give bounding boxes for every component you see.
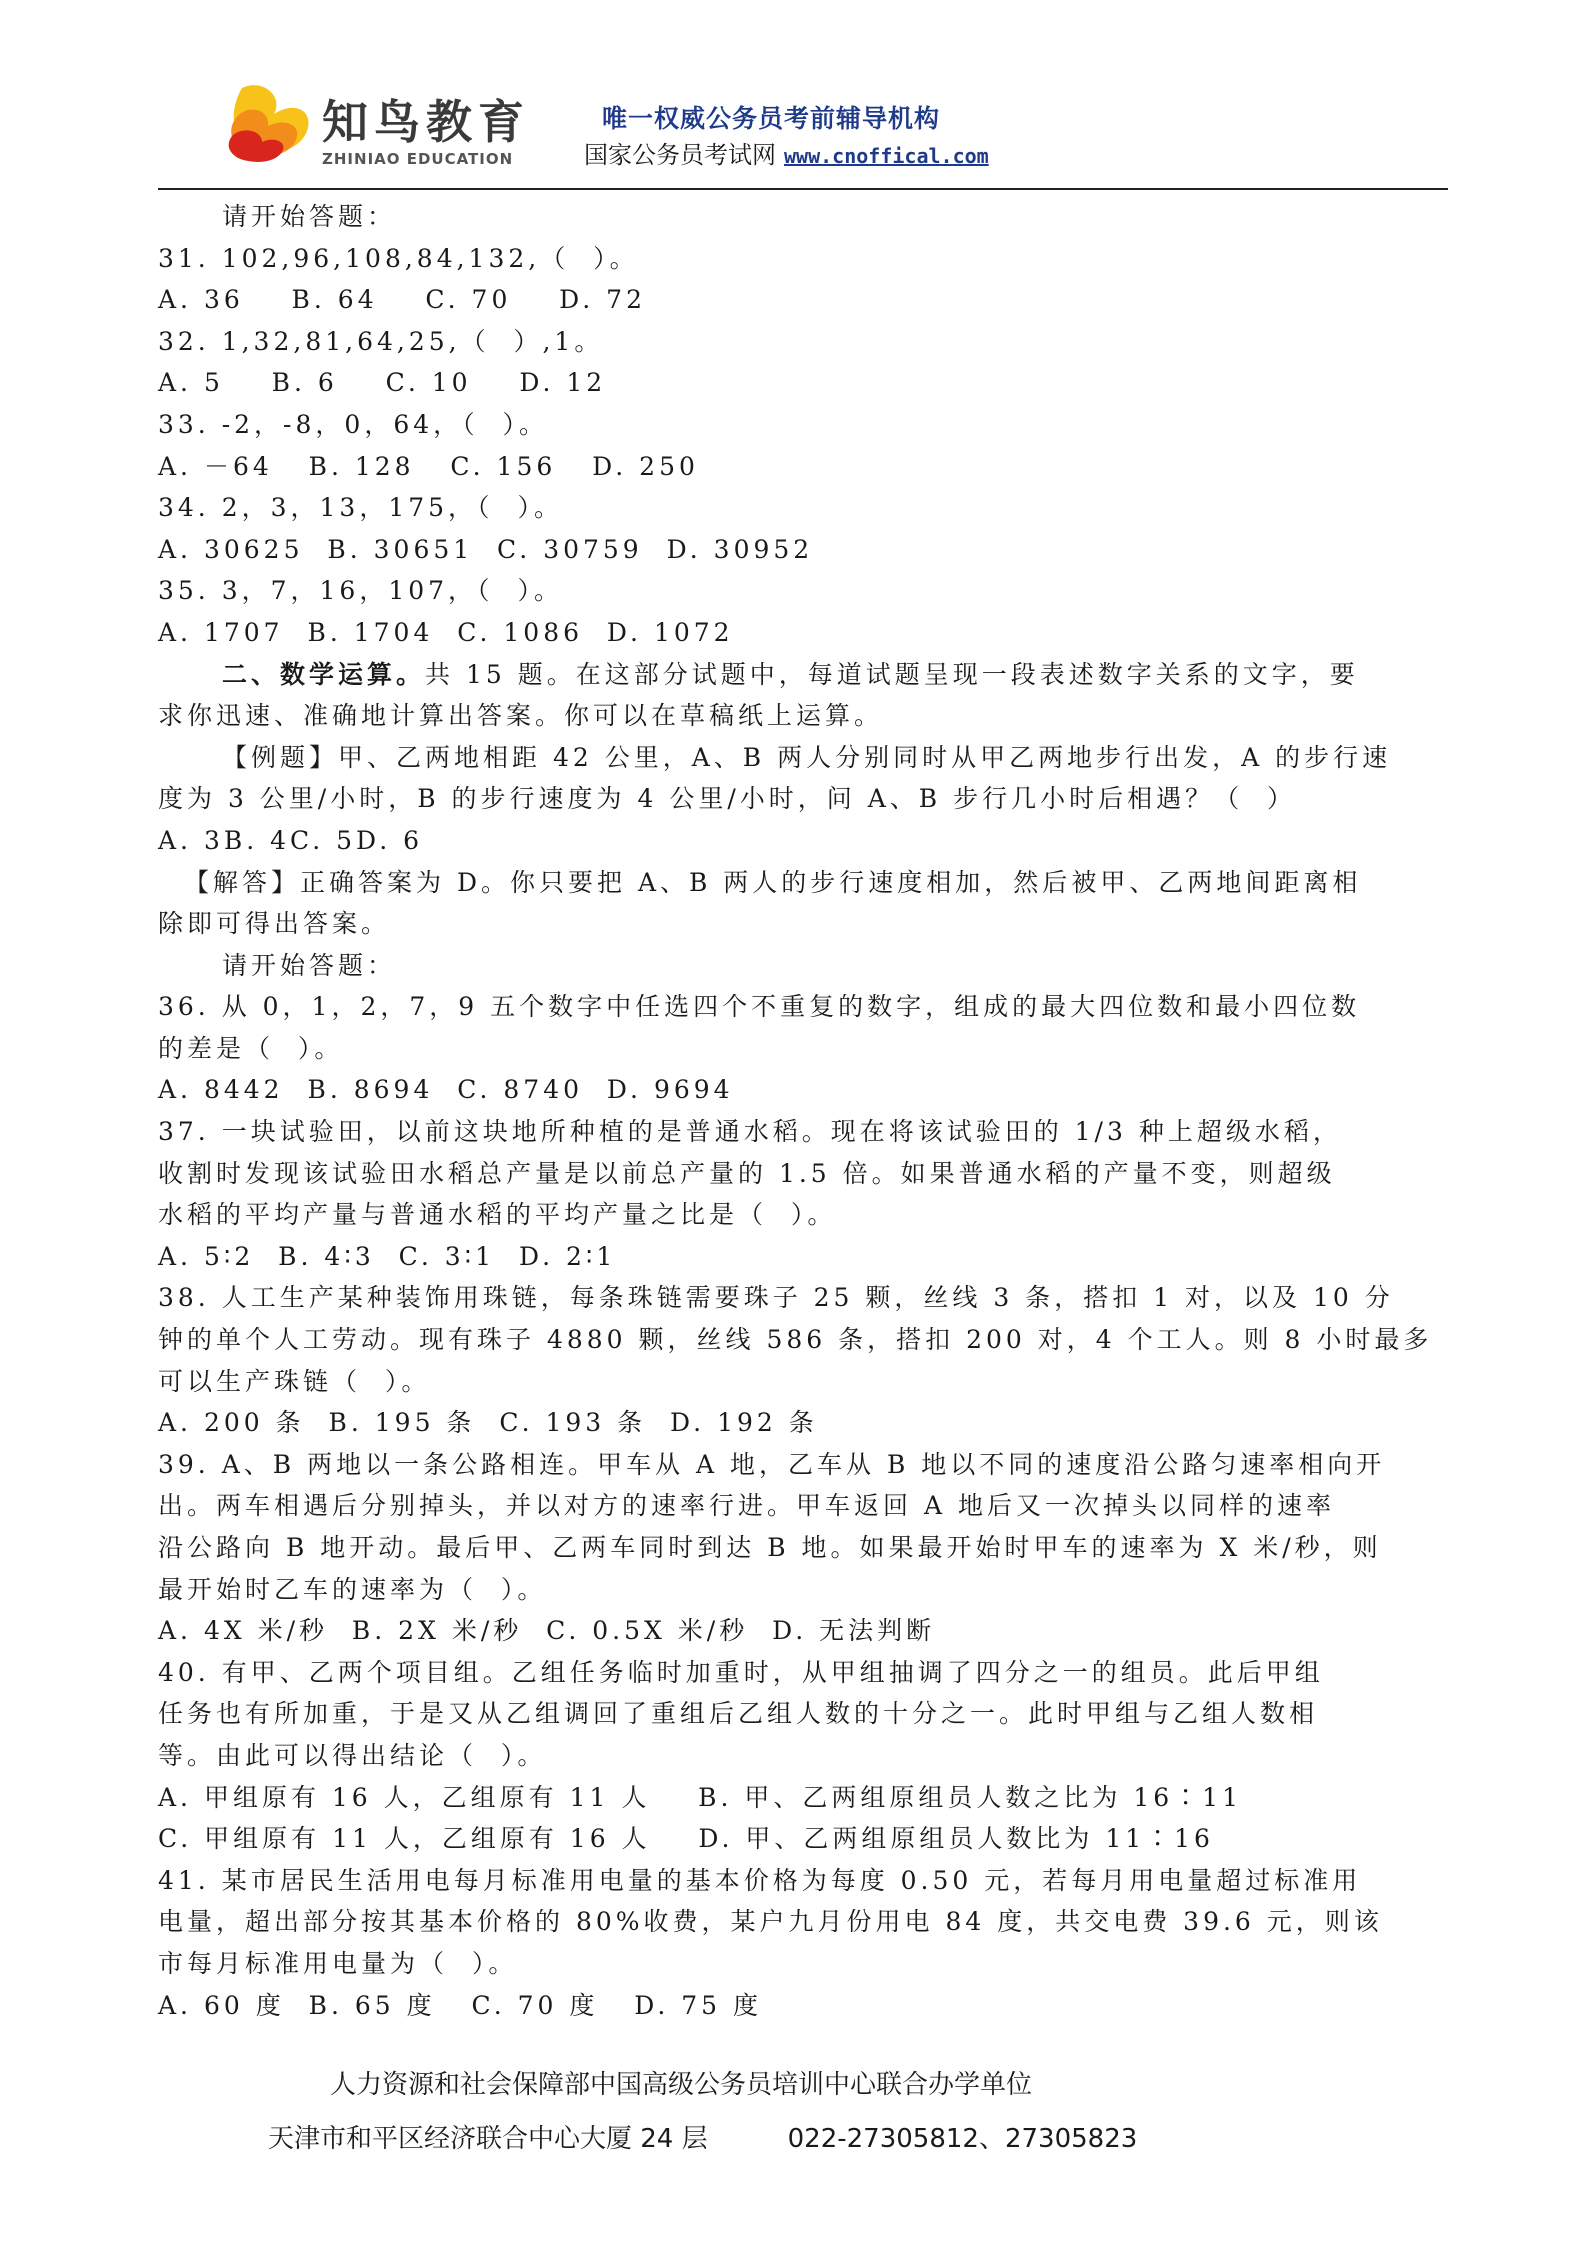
question-33: 33. -2，-8，0，64，（ ）。 (158, 409, 549, 439)
footer-affiliation: 人力资源和社会保障部中国高级公务员培训中心联合办学单位 (330, 2070, 1033, 2100)
answer-prompt: 请开始答题： (222, 202, 397, 231)
options-33: A. －64 B. 128 C. 156 D. 250 (158, 451, 699, 481)
question-39-cont3: 最开始时乙车的速率为（ ）。 (158, 1574, 547, 1604)
question-40-cont: 任务也有所加重，于是又从乙组调回了重组后乙组人数的十分之一。此时甲组与乙组人数相 (158, 1699, 1319, 1729)
footer-contact (268, 2118, 1137, 2155)
question-40: 40. 有甲、乙两个项目组。乙组任务临时加重时，从甲组抽调了四分之一的组员。此后甲组 (158, 1657, 1324, 1687)
section-heading (158, 654, 1448, 696)
site-url-link[interactable]: www.cnoffical.com (784, 144, 989, 168)
section-title: 二、数学运算。 (222, 659, 426, 689)
question-41-cont2: 市每月标准用电量为（ ）。 (158, 1948, 518, 1978)
question-39-cont2: 沿公路向 B 地开动。最后甲、乙两车同时到达 B 地。如果最开始时甲车的速率为 X 米/秒，则 (158, 1533, 1382, 1562)
document-body (158, 196, 1448, 2026)
options-38: A. 200 条 B. 195 条 C. 193 条 D. 192 条 (158, 1408, 818, 1438)
options-37: A. 5∶2 B. 4∶3 C. 3∶1 D. 2∶1 (158, 1241, 617, 1271)
header-site-line (584, 136, 989, 175)
options-35: A. 1707 B. 1704 C. 1086 D. 1072 (158, 617, 734, 647)
example-question-cont: 度为 3 公里/小时，B 的步行速度为 4 公里/小时，问 A、B 步行几小时后相遇？（ ） (158, 784, 1296, 814)
section-intro-cont: 求你迅速、准确地计算出答案。你可以在草稿纸上运算。 (158, 701, 884, 731)
section-intro: 共 15 题。在这部分试题中，每道试题呈现一段表述数字关系的文字，要 (425, 659, 1359, 689)
header-slogan: 唯一权威公务员考前辅导机构 (602, 104, 941, 133)
question-35: 35. 3，7，16，107，（ ）。 (158, 576, 563, 606)
logo-text (322, 96, 530, 168)
options-41: A. 60 度 B. 65 度 C. 70 度 D. 75 度 (158, 1990, 762, 2020)
options-36: A. 8442 B. 8694 C. 8740 D. 9694 (158, 1075, 734, 1105)
header-divider (158, 188, 1448, 190)
options-40-cd: C. 甲组原有 11 人，乙组原有 16 人 D. 甲、乙两组原组员人数比为 11∶16 (158, 1824, 1214, 1854)
question-36: 36. 从 0，1，2，7，9 五个数字中任选四个不重复的数字，组成的最大四位数和最小四位数 (158, 992, 1361, 1022)
question-31: 31. 102,96,108,84,132,（ ）。 (158, 243, 639, 273)
question-39: 39. A、B 两地以一条公路相连。甲车从 A 地，乙车从 B 地以不同的速度沿公路匀速率相向开 (158, 1449, 1386, 1479)
question-38-cont: 钟的单个人工劳动。现有珠子 4880 颗，丝线 586 条，搭扣 200 对，4 个工人。则 8 小时最多 (158, 1325, 1433, 1355)
question-41: 41. 某市居民生活用电每月标准用电量的基本价格为每度 0.50 元，若每月用电量超过标准用 (158, 1865, 1362, 1895)
answer-prompt-2: 请开始答题： (222, 950, 397, 980)
footer-phone: 022-27305812、27305823 (787, 2124, 1138, 2154)
options-32: A. 5 B. 6 C. 10 D. 12 (158, 368, 607, 398)
question-36-cont: 的差是（ ）。 (158, 1033, 344, 1063)
footer-address: 天津市和平区经济联合中心大厦 24 层 (268, 2124, 708, 2154)
question-37-cont2: 水稻的平均产量与普通水稻的平均产量之比是（ ）。 (158, 1200, 837, 1230)
question-39-cont: 出。两车相遇后分别掉头，并以对方的速率行进。甲车返回 A 地后又一次掉头以同样的速率 (158, 1491, 1335, 1521)
options-34: A. 30625 B. 30651 C. 30759 D. 30952 (158, 534, 814, 564)
options-31: A. 36 B. 64 C. 70 D. 72 (158, 285, 646, 315)
options-40-ab: A. 甲组原有 16 人，乙组原有 11 人 B. 甲、乙两组原组员人数之比为 16∶11 (158, 1782, 1242, 1812)
example-question: 【例题】甲、乙两地相距 42 公里，A、B 两人分别同时从甲乙两地步行出发，A 的步行速 (222, 742, 1392, 772)
question-37: 37. 一块试验田，以前这块地所种植的是普通水稻。现在将该试验田的 1/3 种上超级水稻， (158, 1117, 1342, 1147)
question-38: 38. 人工生产某种装饰用珠链，每条珠链需要珠子 25 颗，丝线 3 条，搭扣 1 对，以及 10 分 (158, 1283, 1394, 1313)
question-37-cont: 收割时发现该试验田水稻总产量是以前总产量的 1.5 倍。如果普通水稻的产量不变，则超级 (158, 1158, 1336, 1188)
site-label: 国家公务员考试网 (584, 141, 776, 169)
example-answer: 【解答】正确答案为 D。你只要把 A、B 两人的步行速度相加，然后被甲、乙两地间距离相 (184, 867, 1362, 897)
question-38-cont2: 可以生产珠链（ ）。 (158, 1366, 431, 1396)
question-32: 32. 1,32,81,64,25,（ ）,1。 (158, 326, 604, 356)
question-41-cont: 电量，超出部分按其基本价格的 80%收费，某户九月份用电 84 度，共交电费 39.6 元，则该 (158, 1907, 1383, 1937)
example-answer-cont: 除即可得出答案。 (158, 909, 391, 939)
options-39: A. 4X 米/秒 B. 2X 米/秒 C. 0.5X 米/秒 D. 无法判断 (158, 1616, 936, 1646)
logo-chinese: 知鸟教育 (322, 95, 530, 149)
page-header (0, 0, 1594, 196)
question-40-cont2: 等。由此可以得出结论（ ）。 (158, 1740, 547, 1770)
logo-bird-icon (222, 78, 322, 172)
example-options: A. 3B. 4C. 5D. 6 (158, 825, 424, 855)
header-info (584, 102, 989, 175)
logo-english: ZHINIAO EDUCATION (322, 150, 514, 168)
question-34: 34. 2，3，13，175，（ ）。 (158, 493, 563, 523)
